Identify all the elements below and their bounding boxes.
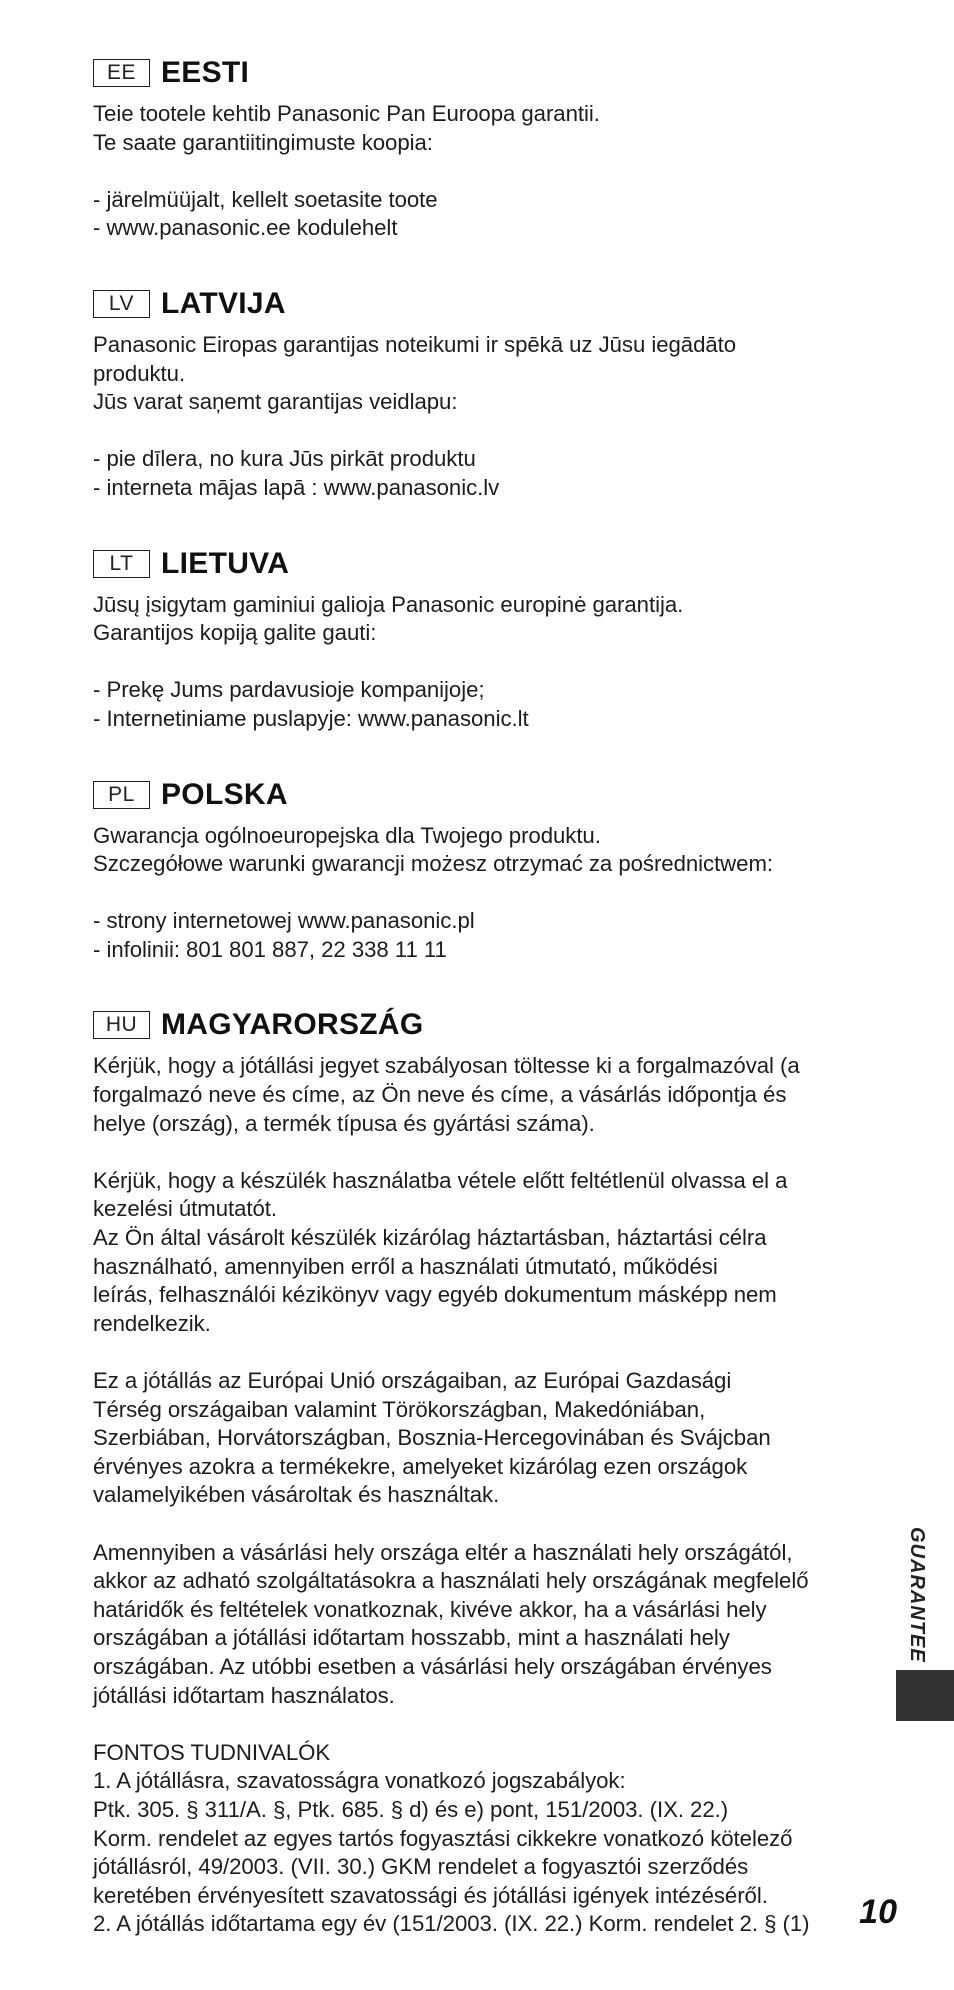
side-tab-label: GUARANTEE	[906, 1527, 928, 1663]
paragraph	[93, 186, 893, 243]
paragraph	[93, 1539, 893, 1711]
country-code-badge: HU	[93, 1011, 150, 1039]
section-heading	[93, 541, 893, 587]
paragraph	[93, 1367, 893, 1510]
text-line: FONTOS TUDNIVALÓK	[93, 1739, 331, 1765]
section-lv	[93, 281, 893, 503]
text-line: - infolinii: 801 801 887, 22 338 11 11	[93, 936, 447, 962]
paragraph	[93, 591, 893, 648]
text-line: valamelyikében vásároltak és használtak.	[93, 1482, 500, 1508]
text-line: jótállási időtartam használatos.	[93, 1682, 395, 1708]
text-line: Szczegółowe warunki gwarancji możesz otrzymać za pośrednictwem:	[93, 851, 773, 877]
text-line: Jūs varat saņemt garantijas veidlapu:	[93, 389, 458, 415]
country-code-badge: LV	[93, 290, 150, 318]
section-hu	[93, 1002, 893, 1938]
country-title: LIETUVA	[161, 546, 290, 580]
text-line: Ptk. 305. § 311/A. §, Ptk. 685. § d) és e) pont, 151/2003. (IX. 22.)	[93, 1796, 729, 1822]
text-line: leírás, felhasználói kézikönyv vagy egyéb dokumentum másképp nem	[93, 1282, 777, 1308]
country-code-badge: PL	[93, 781, 150, 809]
country-title: MAGYARORSZÁG	[161, 1008, 424, 1042]
paragraph	[93, 331, 893, 417]
text-line: kezelési útmutatót.	[93, 1196, 278, 1222]
text-line: Amennyiben a vásárlási hely országa eltér a használati hely országától,	[93, 1539, 793, 1565]
text-line: - www.panasonic.ee kodulehelt	[93, 215, 398, 241]
text-line: Ez a jótállás az Európai Unió országaiban, az Európai Gazdasági	[93, 1368, 732, 1393]
text-line: érvényes azokra a termékekre, amelyeket kizárólag ezen országok	[93, 1453, 748, 1479]
paragraph	[93, 1052, 893, 1138]
text-line: jótállásról, 49/2003. (VII. 30.) GKM rendelet a fogyasztói szerződés	[93, 1854, 749, 1880]
text-line: - strony internetowej www.panasonic.pl	[93, 908, 475, 934]
text-line: 2. A jótállás időtartama egy év (151/2003. (IX. 22.) Korm. rendelet 2. § (1)	[93, 1911, 810, 1937]
text-line: használható, amennyiben erről a használati útmutató, működési	[93, 1253, 718, 1279]
text-line: - järelmüüjalt, kellelt soetasite toote	[93, 186, 438, 212]
text-line: akkor az adható szolgáltatásokra a használati hely országának megfelelő	[93, 1568, 809, 1594]
text-line: Gwarancja ogólnoeuropejska dla Twojego produktu.	[93, 822, 601, 848]
text-line: Az Ön által vásárolt készülék kizárólag háztartásban, háztartási célra	[93, 1225, 767, 1251]
country-code-badge: EE	[93, 59, 150, 87]
paragraph	[93, 676, 893, 733]
section-heading	[93, 281, 893, 327]
text-line: Panasonic Eiropas garantijas noteikumi ir spēkā uz Jūsu iegādāto	[93, 331, 737, 357]
side-tab-marker	[896, 1670, 954, 1721]
text-line: - Internetiniame puslapyje: www.panasonic.lt	[93, 705, 529, 731]
text-line: 1. A jótállásra, szavatosságra vonatkozó jogszabályok:	[93, 1768, 626, 1794]
country-title: POLSKA	[161, 777, 288, 811]
section-heading	[93, 772, 893, 818]
text-line: Kérjük, hogy a jótállási jegyet szabályosan töltesse ki a forgalmazóval (a	[93, 1053, 800, 1079]
text-line: - Prekę Jums pardavusioje kompanijoje;	[93, 677, 485, 703]
paragraph	[93, 822, 893, 879]
text-line: határidők és feltételek vonatkoznak, kivéve akkor, ha a vásárlási hely	[93, 1596, 767, 1622]
text-line: Kérjük, hogy a készülék használatba vétele előtt feltétlenül olvassa el a	[93, 1167, 788, 1193]
text-line: Te saate garantiitingimuste koopia:	[93, 129, 433, 155]
section-pl	[93, 772, 893, 965]
text-line: Jūsų įsigytam gaminiui galioja Panasonic europinė garantija.	[93, 591, 684, 617]
country-code-badge: LT	[93, 550, 150, 578]
section-heading	[93, 50, 893, 96]
paragraph	[93, 907, 893, 964]
text-line: forgalmazó neve és címe, az Ön neve és címe, a vásárlás időpontja és	[93, 1082, 787, 1108]
text-line: országában a jótállási időtartam hosszabb, mint a használati hely	[93, 1625, 730, 1651]
page-number: 10	[859, 1893, 897, 1931]
text-line: helye (ország), a termék típusa és gyártási száma).	[93, 1110, 595, 1136]
text-line: keretében érvényesített szavatossági és jótállási igények intézéséről.	[93, 1882, 768, 1908]
text-line: Korm. rendelet az egyes tartós fogyasztási cikkekre vonatkozó kötelező	[93, 1825, 793, 1851]
paragraph	[93, 1167, 893, 1339]
paragraph	[93, 1739, 893, 1939]
text-line: - pie dīlera, no kura Jūs pirkāt produktu	[93, 446, 476, 472]
text-line: produktu.	[93, 360, 186, 386]
guarantee-page	[93, 50, 893, 1977]
text-line: Szerbiában, Horvátországban, Bosznia-Hercegovinában és Svájcban	[93, 1425, 771, 1451]
paragraph	[93, 445, 893, 502]
text-line: rendelkezik.	[93, 1310, 211, 1336]
country-title: LATVIJA	[161, 286, 286, 320]
section-ee	[93, 50, 893, 243]
text-line: országában. Az utóbbi esetben a vásárlási hely országában érvényes	[93, 1653, 772, 1679]
country-title: EESTI	[161, 56, 250, 89]
text-line: Garantijos kopiją galite gauti:	[93, 620, 377, 646]
text-line: - interneta mājas lapā : www.panasonic.lv	[93, 474, 500, 500]
section-lt	[93, 541, 893, 734]
text-line: Térség országaiban valamint Törökországban, Makedóniában,	[93, 1396, 706, 1422]
section-heading	[93, 1002, 893, 1048]
text-line: Teie tootele kehtib Panasonic Pan Euroopa garantii.	[93, 101, 600, 126]
paragraph	[93, 100, 893, 157]
